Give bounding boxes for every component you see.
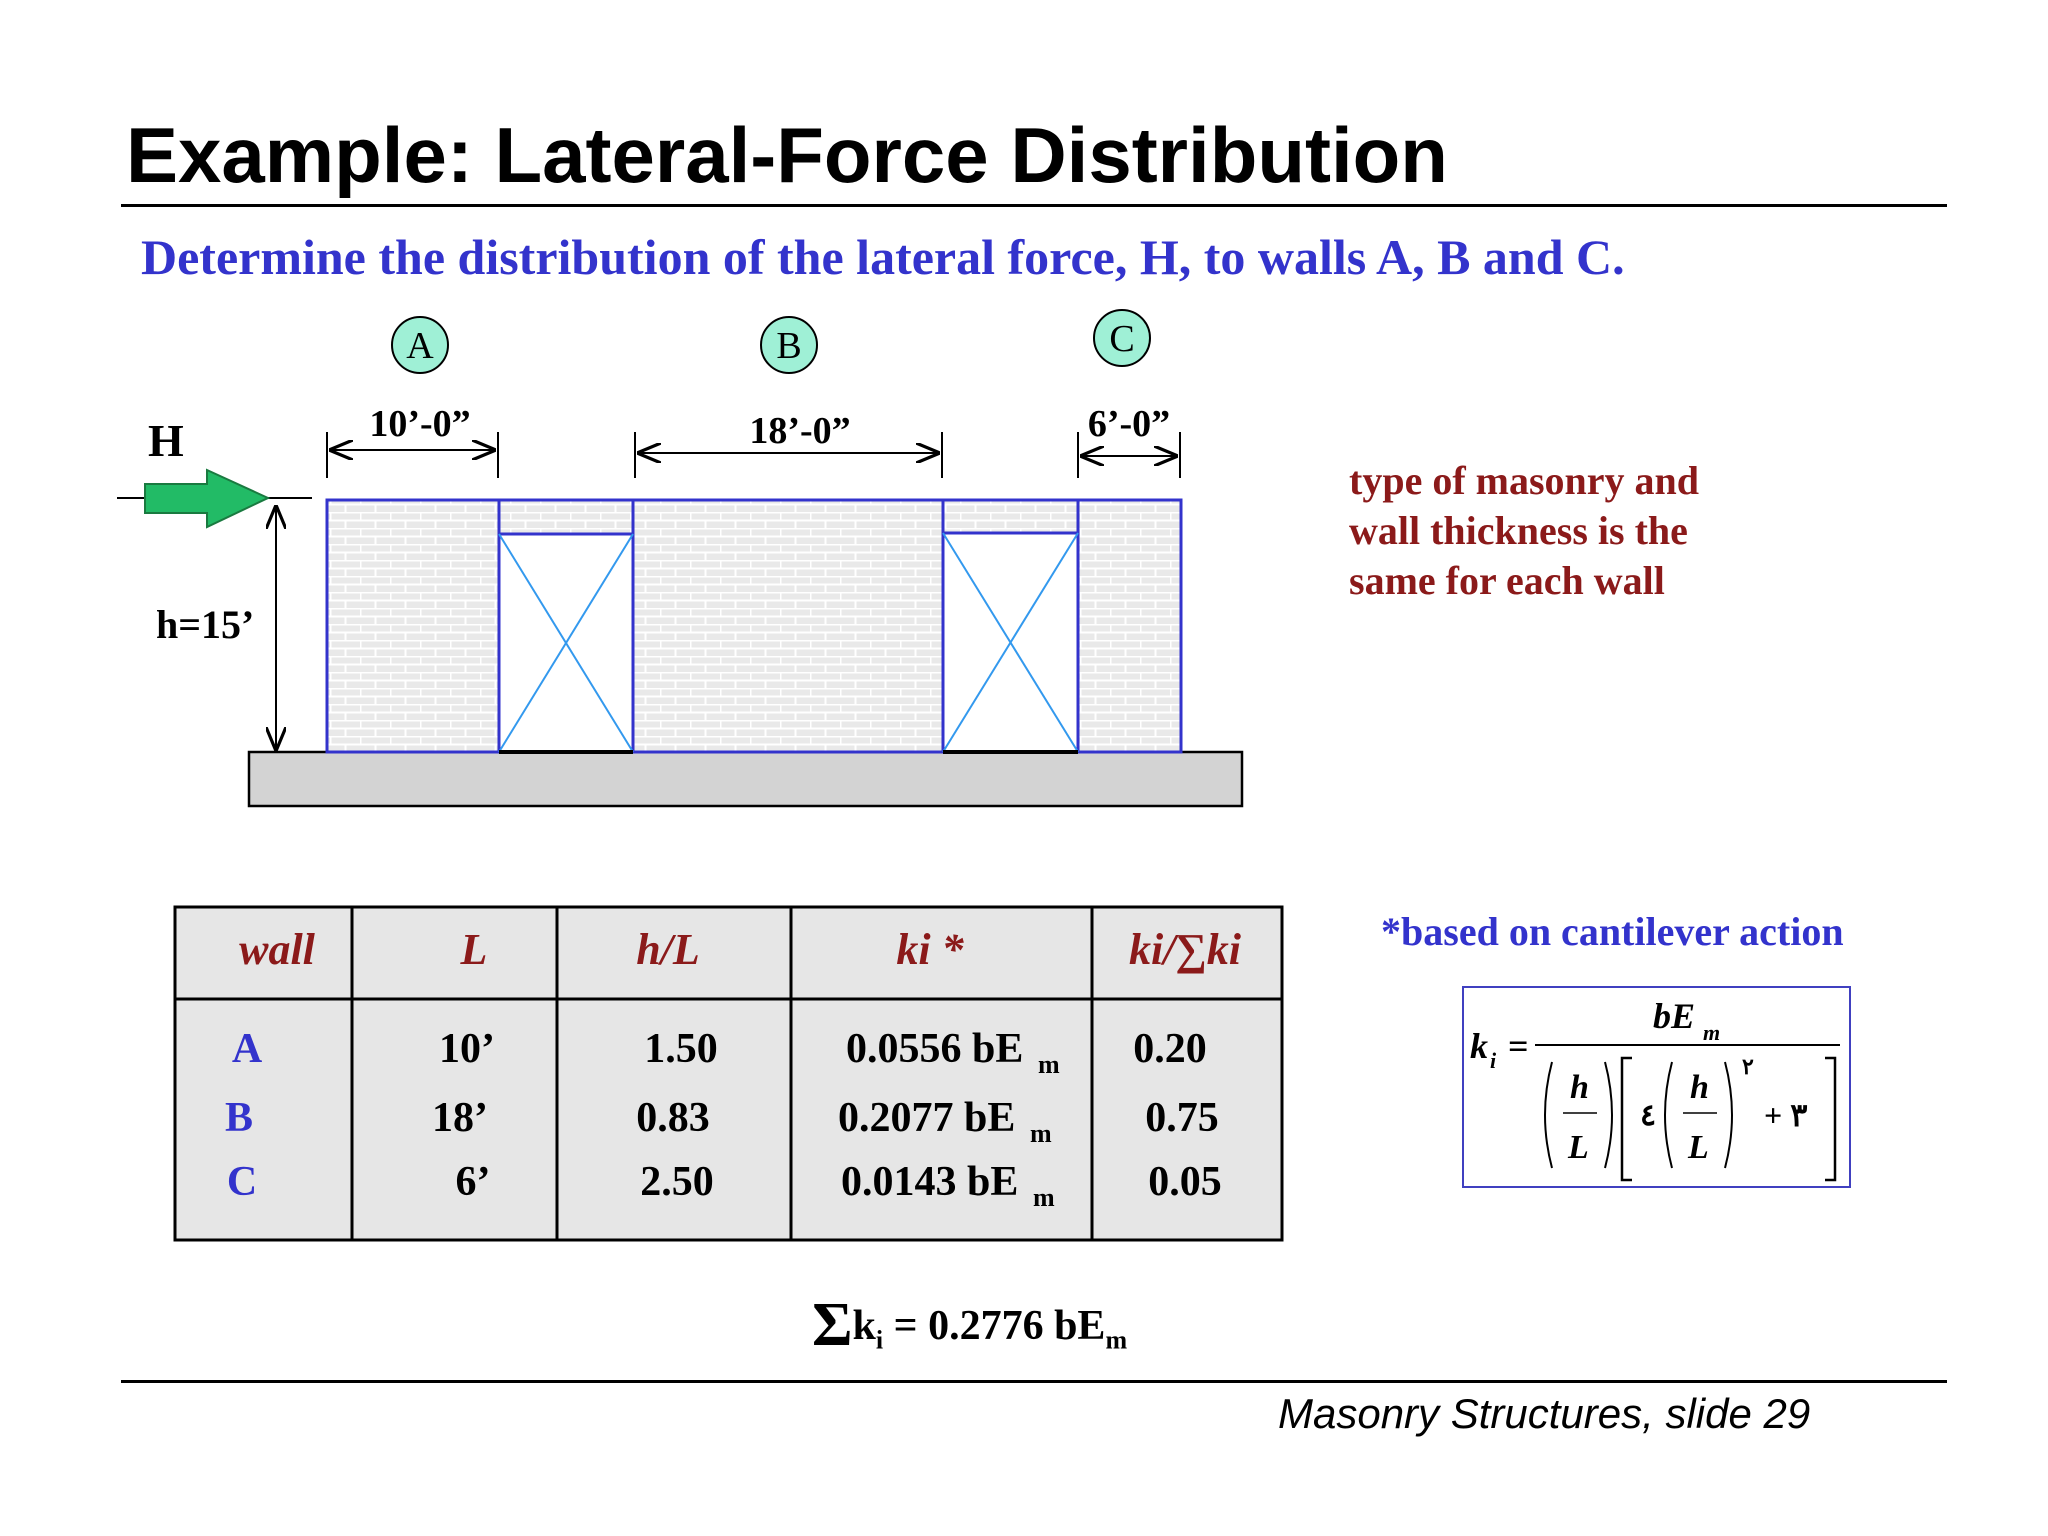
- dim-label-b: 18’-0”: [749, 410, 851, 452]
- sum-value: = 0.2776 bE: [883, 1303, 1106, 1349]
- formula-h1: h: [1570, 1069, 1589, 1106]
- row-a-l: 10’: [439, 1026, 495, 1072]
- formula-four: ٤: [1640, 1099, 1657, 1132]
- results-table: [175, 907, 1282, 1240]
- wall-a: [327, 500, 499, 752]
- page-title: Example: Lateral-Force Distribution: [126, 111, 1448, 199]
- formula-numerator: bE: [1653, 996, 1696, 1036]
- formula-plus-three: + ٣: [1764, 1097, 1808, 1133]
- dim-label-c: 6’-0”: [1087, 403, 1171, 445]
- row-c-wall: C: [226, 1159, 258, 1205]
- header-ratio: ki/∑ki: [1128, 925, 1242, 974]
- row-b-k: 0.2077 bE: [838, 1095, 1016, 1141]
- dim-label-a: 10’-0”: [369, 403, 471, 445]
- note-line-2: wall thickness is the: [1349, 508, 1688, 553]
- note-line-1: type of masonry and: [1349, 458, 1700, 503]
- footer-rule: [121, 1380, 1947, 1383]
- lintel-1: [499, 500, 633, 534]
- formula-exp: ٢: [1742, 1054, 1754, 1079]
- row-b-wall: B: [224, 1095, 254, 1141]
- force-label: H: [148, 415, 184, 466]
- wall-label-a: [392, 317, 448, 373]
- wall-b: [633, 500, 943, 752]
- row-a-k-sub: m: [1038, 1050, 1060, 1079]
- svg-text:B: B: [776, 325, 802, 367]
- lintel-2: [943, 500, 1078, 533]
- force-arrow-icon: [145, 470, 268, 527]
- sum-value-sub: m: [1105, 1325, 1128, 1355]
- row-b-hl: 0.83: [636, 1095, 710, 1141]
- wall-label-b: [761, 317, 817, 373]
- row-a-hl: 1.50: [644, 1026, 718, 1072]
- sum-k-sub: i: [875, 1325, 884, 1355]
- row-b-ratio: 0.75: [1145, 1095, 1219, 1141]
- wall-label-c: [1094, 310, 1150, 366]
- row-c-hl: 2.50: [640, 1159, 714, 1205]
- formula-numerator-sub: m: [1703, 1020, 1721, 1045]
- slide-footer: Masonry Structures, slide 29: [1278, 1390, 1811, 1437]
- opening-2: [943, 533, 1078, 752]
- formula-lhs: k: [1470, 1026, 1488, 1066]
- masonry-note: [1349, 456, 1699, 606]
- formula-l2: L: [1688, 1129, 1709, 1166]
- formula-h2: h: [1690, 1069, 1709, 1106]
- stiffness-formula: [1463, 987, 1850, 1187]
- formula-lhs-sub: i: [1490, 1048, 1497, 1073]
- header-wall: wall: [239, 925, 315, 974]
- height-label: h=15’: [156, 602, 255, 647]
- note-line-3: same for each wall: [1349, 558, 1665, 603]
- svg-text:C: C: [1109, 318, 1135, 360]
- sum-stiffness: [812, 1290, 1127, 1361]
- svg-text:A: A: [406, 325, 434, 367]
- header-l: L: [460, 925, 488, 974]
- row-c-l: 6’: [455, 1159, 491, 1205]
- row-c-k-sub: m: [1033, 1183, 1055, 1212]
- row-b-k-sub: m: [1030, 1119, 1052, 1148]
- sigma-symbol: Σ: [812, 1291, 853, 1359]
- formula-eq: =: [1508, 1026, 1529, 1066]
- wall-c: [1078, 500, 1181, 752]
- cantilever-note: *based on cantilever action: [1381, 909, 1844, 954]
- row-a-wall: A: [231, 1026, 263, 1072]
- foundation: [249, 752, 1242, 806]
- formula-l1: L: [1568, 1129, 1589, 1166]
- row-b-l: 18’: [432, 1095, 488, 1141]
- row-c-ratio: 0.05: [1148, 1159, 1222, 1205]
- header-ki: ki *: [896, 925, 964, 974]
- row-a-ratio: 0.20: [1133, 1026, 1207, 1072]
- opening-1: [499, 534, 633, 752]
- subtitle: Determine the distribution of the lateral force, H, to walls A, B and C.: [141, 229, 1625, 285]
- header-hl: h/L: [636, 925, 700, 974]
- row-c-k: 0.0143 bE: [841, 1159, 1019, 1205]
- row-a-k: 0.0556 bE: [846, 1026, 1024, 1072]
- sum-k: k: [852, 1303, 876, 1349]
